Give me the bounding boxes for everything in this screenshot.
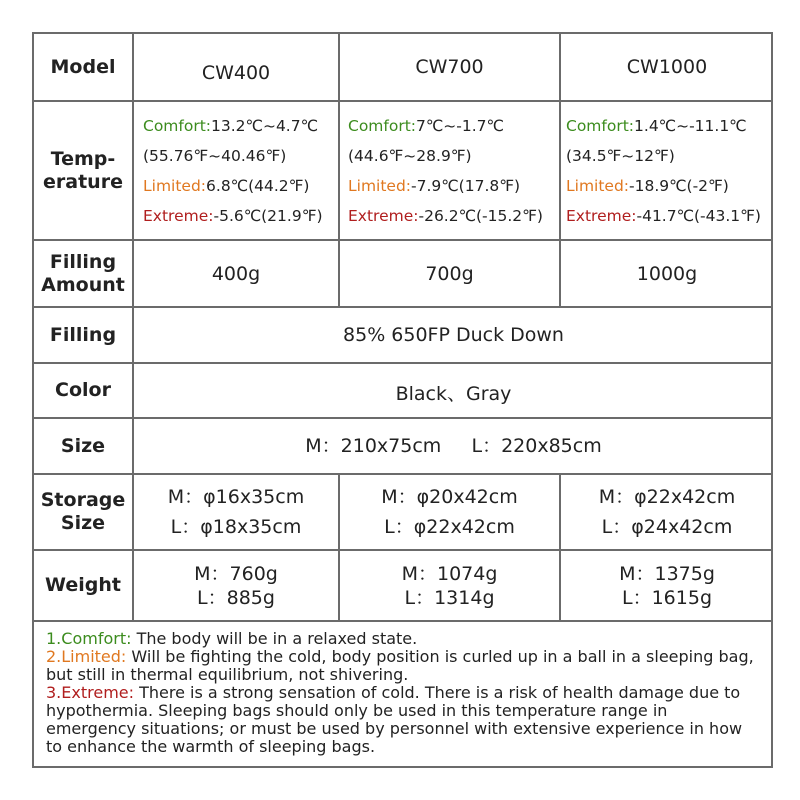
extreme-value: -26.2℃(-15.2℉) [418,206,543,225]
comfort-key: Comfort: [143,116,212,135]
model-cw1000: CW1000 [626,56,708,78]
model-cw400: CW400 [201,62,271,84]
extreme-value: -5.6℃(21.9℉) [213,206,323,225]
weight-m: M：760g [194,562,278,585]
weight-cw1000 [561,551,773,620]
temperature-label-line1: Temp- [50,147,116,170]
weight-label: Weight [45,574,121,596]
note-comfort-key: 1.Comfort: [46,629,132,648]
comfort-key: Comfort: [348,116,417,135]
temperature-cw1000 [561,102,773,239]
row-divider [34,620,771,622]
weight-cw700 [340,551,559,620]
limited-value: -18.9℃(-2℉) [629,176,729,195]
note-comfort [46,630,761,648]
comfort-value: 1.4℃~-11.1℃ [634,116,747,135]
filling-amount-label-line2: Amount [41,273,125,296]
extreme-key: Extreme: [143,206,214,225]
comfort-fahrenheit: (34.5℉~12℉) [566,146,675,165]
temperature-cw700 [340,102,559,239]
storage-size-m: M：φ16x35cm [167,486,305,508]
color-value: Black、Gray [395,382,512,405]
filling-value: 85% 650FP Duck Down [343,324,564,346]
storage-size-m: M：φ20x42cm [381,486,518,508]
comfort-fahrenheit: (44.6℉~28.9℉) [348,146,472,165]
weight-m: M：1375g [619,562,715,585]
note-extreme-key: 3.Extreme: [46,683,135,702]
weight-l: L：1615g [622,586,712,609]
comfort-key: Comfort: [566,116,635,135]
storage-size-label-line1: Storage [40,489,126,511]
temperature-label-line2: erature [43,170,123,193]
storage-size-cw700 [340,475,559,549]
weight-l: L：885g [197,586,275,609]
size-value: M：210x75cm L：220x85cm [305,435,602,457]
note-extreme-text: There is a strong sensation of cold. There is a risk of health damage due to hypothermia. Sleeping bags should only be used in this temperature range in emergency situations; or must be used by personnel with extensive experience in how to enhance the warmth of sleeping bags. [46,683,743,756]
filling-amount-label-line1: Filling [49,250,117,273]
storage-size-l: L：φ24x42cm [601,516,733,538]
color-label: Color [55,379,111,401]
note-limited-key: 2.Limited: [46,647,127,666]
storage-size-label-line2: Size [60,512,106,534]
filling-amount-cw400: 400g [211,262,261,285]
weight-m: M：1074g [401,562,498,585]
extreme-key: Extreme: [348,206,419,225]
filling-amount-cw700: 700g [425,262,474,285]
note-limited [46,648,761,684]
temperature-cw400 [134,102,338,239]
weight-l: L：1314g [404,586,495,609]
storage-size-label [34,475,132,549]
filling-amount-cw1000: 1000g [636,262,698,285]
temperature-label [34,102,132,239]
model-cw700: CW700 [415,56,484,78]
comfort-fahrenheit: (55.76℉~40.46℉) [143,146,287,165]
comfort-value: 7℃~-1.7℃ [416,116,504,135]
filling-amount-label [34,241,132,306]
limited-value: 6.8℃(44.2℉) [206,176,310,195]
note-extreme [46,684,761,756]
storage-size-l: L：φ18x35cm [170,516,302,538]
comfort-value: 13.2℃~4.7℃ [211,116,318,135]
temperature-notes [46,630,761,756]
limited-key: Limited: [143,176,207,195]
storage-size-m: M：φ22x42cm [598,486,736,508]
extreme-value: -41.7℃(-43.1℉) [636,206,761,225]
limited-key: Limited: [566,176,630,195]
limited-value: -7.9℃(17.8℉) [411,176,521,195]
model-label: Model [50,55,116,78]
storage-size-l: L：φ22x42cm [384,516,515,538]
extreme-key: Extreme: [566,206,637,225]
weight-cw400 [134,551,338,620]
spec-table [32,32,773,768]
note-comfort-text: The body will be in a relaxed state. [131,629,418,648]
limited-key: Limited: [348,176,412,195]
note-limited-text: Will be fighting the cold, body position is curled up in a ball in a sleeping bag, but still in thermal equilibrium, not shivering. [46,647,754,684]
storage-size-cw400 [134,475,338,549]
size-label: Size [60,434,106,457]
storage-size-cw1000 [561,475,773,549]
filling-label: Filling [49,323,117,346]
